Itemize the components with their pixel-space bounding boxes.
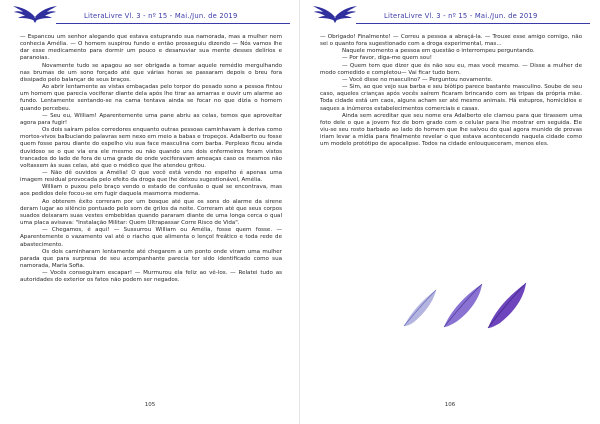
winged-emblem-icon (12, 4, 58, 24)
paragraph: — Espancou um senhor alegando que estava estuprando sua namorada, mas a mulher nem conhecia Amélia. — O homem suspirou fundo e então prosseguiu dizendo — Nós vamos lhe dar esse medicamento para dormir um pouco e desanuviar sua mente desses delírios e paranoias. (20, 34, 282, 62)
paragraph: — Não dê ouvidos a Amélia! O que você está vendo no espelho é apenas uma imagem residual provocada pelo efeito da droga que lhe deixou sugestionável, Amélia. (20, 169, 282, 184)
header-rule (356, 23, 590, 24)
paragraph: Ainda sem acreditar que seu nome era Adalberto ele clamou para que tirassem uma foto dele o que a jovem fez de bom grado com o celular para lhe mostrar em seguida. Ele viu-se seu rosto barbado ao lado do homem que lhe salvou do qual agora munido de provas iriam levar a mídia para finalmente revelar o que estava acontecendo naquela cidade como um modelo protótipo de apocalipse. Todos na cidade enlouqueceram, menos eles. (320, 112, 582, 148)
paragraph: — Sim, ao que vejo sua barba e seu bíótipo parece bastante masculino. Soube de seu caso, aqueles crianças após vocês saírem ficaram brincando com as tripas da própria mãe. Toda cidade está um caos, alguns acham ser até mesmo animais. Há estupros, homicídios e saques a inúmeros estabelecimentos comerciais e casas. (320, 84, 582, 112)
paragraph: Ao obterem êxito correram por um bosque até que os sons do alarme da sirene deram lugar ao silêncio pontuado pelo som de grilos da noite. Correram até que seus corpos suados deixaram suas vestes embebidas quando pararam diante de uma longa cerca o qual uma placa avisava: "Instalação Militar: Quem Ultrapassar Corre Risco de Vida". (20, 198, 282, 227)
paragraph: — Chegamos, é aqui! — Sussurrou William ou Amélia, fosse quem fosse. — Aparentemente o vazamento vai até o riacho que alimenta o lençol freático e toda rede de abastecimento. (20, 227, 282, 248)
paragraph: William o puxou pelo braço vendo o estado de confusão o qual se encontrava, mas aos pedidos dele focou-se em fugir daquela masmorra moderna. (20, 184, 282, 198)
paragraph: — Seu eu, William! Aparentemente uma pane abriu as celas, temos que aproveitar agora para fugir! (20, 112, 282, 126)
paragraph: Naquele momento a pessoa em questão o interrompeu perguntando. (342, 48, 535, 55)
paragraph: — Quem tem que dizer que és não sou eu, mas você mesmo. — Disse a mulher de modo comedido e completou— Vai ficar tudo bem. (320, 62, 582, 76)
page-number: 105 (144, 402, 156, 408)
page-number: 106 (444, 402, 456, 408)
paragraph: Novamente tudo se apagou ao ser obrigada a tomar aquele remédio mergulhando nas brumas de um sono forçado até que várias horas se passaram depois o breu fora dissipado pelo balançar de seus braços. (20, 62, 282, 83)
page-header (300, 3, 600, 27)
header-rule (56, 23, 290, 24)
body-text (20, 34, 282, 284)
paragraph: — Você disse no masculino? — Perguntou novamente. (342, 76, 493, 83)
feather-mid (444, 284, 482, 327)
paragraph: — Obrigado! Finalmente! — Correu a pessoa a abraçá-la. — Trouxe esse amigo comigo, não sei o quanto fora sugestionado com a droga experimental, mas... (320, 34, 582, 48)
header-title: LiteraLivre Vl. 3 - nº 15 - Mai./Jun. de 2019 (84, 12, 238, 20)
page-header (0, 3, 300, 27)
paragraph: — Vocês conseguiram escapar! — Murmurou ela feliz ao vê-los. — Relatei tudo as autoridades do exterior os fatos não podem ser negados. (20, 270, 282, 284)
body-text (320, 34, 582, 149)
winged-emblem-icon (312, 4, 358, 24)
paragraph: Ao abrir lentamente as vistas embaçadas pelo torpor do pesado sono a pessoa fintou um homem que parecia vociferar diante dela após lhe tirar as amarras e ouvir um alarme ao fundo. Lentamente sentando-se na cama tentava ainda se focar no que dizia o homem quando percebeu. (20, 84, 282, 112)
feather-dark (488, 283, 526, 328)
paragraph: — Por favor, diga-me quem sou! (342, 55, 432, 62)
quill-feathers-icon (400, 278, 530, 330)
paragraph: Os dois caminharam lentamente até chegarem a um ponto onde viram uma mulher parada que para surpresa de seu acompanhante parecia ter sido identificado como sua namorada, Maria Sofia. (20, 248, 282, 269)
paragraph: Os dois saíram pelos corredores enquanto outras pessoas caminhavam à deriva como mortos-vivos balbuciando palavras sem nexo em meio a babas e tropeços. Adalberto ou fosse quem fosse parou diante do espelho viu sua face masculina com barba. Perplexo ficou ainda duvidoso se o que via era ele mesmo ou não quando uns dois enfermeiros foram vistos trancados do lado de fora de uma grade de onde vociferavam ameaças caso os mesmos não voltassem às suas celas, até que o médico que lhe atendeu gritou. (20, 127, 282, 169)
right-page (300, 0, 600, 424)
header-title: LiteraLivre Vl. 3 - nº 15 - Mai./Jun. de 2019 (384, 12, 538, 20)
feather-light (404, 290, 436, 326)
